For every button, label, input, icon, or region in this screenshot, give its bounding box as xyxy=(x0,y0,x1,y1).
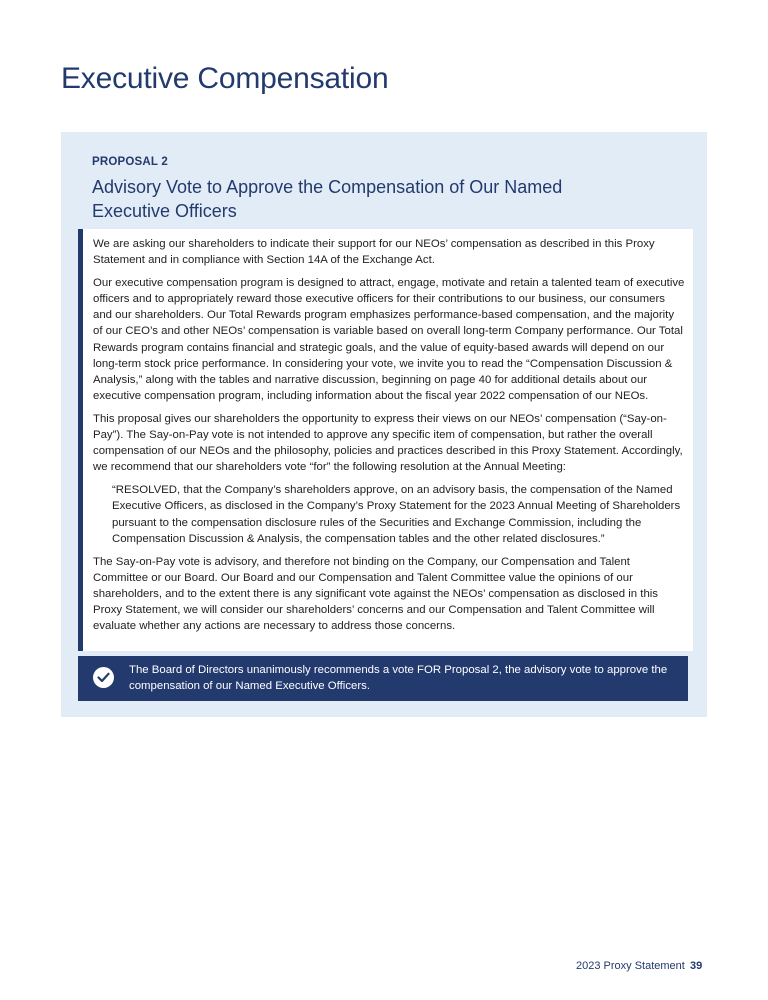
paragraph-program: Our executive compensation program is designed to attract, engage, motivate and retain a talented team of executive officers and to appropriately reward those executive officers for their contributions to our business, our consumers and our shareholders. Our Total Rewards program emphasizes performance-based compensation, and the majority of our CEO’s and other NEOs’ compensation is variable based on overall long-term Company performance. Our Total Rewards program contains financial and strategic goals, and the value of equity-based awards will depend on our long-term stock price performance. In considering your vote, we invite you to read the “Compensation Discussion & Analysis,” along with the tables and narrative discussion, beginning on page 40 for additional details about our executive compensation program, including information about the fiscal year 2022 compensation of our NEOs. xyxy=(93,277,685,402)
footer-label: 2023 Proxy Statement xyxy=(576,960,685,972)
paragraph-say-on-pay: This proposal gives our shareholders the opportunity to express their views on our NEOs’ compensation (“Say-on-Pay”). The Say-on-Pay vote is not intended to approve any specific item of compensation, but rather the overall compensation of our NEOs and the philosophy, policies and practices described in this Proxy Statement. Accordingly, we recommend that our shareholders vote “for” the following resolution at the Annual Meeting: xyxy=(93,412,683,474)
recommendation-text: The Board of Directors unanimously recommends a vote FOR Proposal 2, the advisory vote to approve the compensation of our Named Executive Officers. xyxy=(129,664,668,692)
page-title: Executive Compensation xyxy=(61,62,389,95)
checkmark-icon xyxy=(93,667,114,688)
proposal-panel xyxy=(61,132,707,717)
proposal-title: Advisory Vote to Approve the Compensation of Our Named Executive Officers xyxy=(92,177,563,221)
board-recommendation xyxy=(78,656,688,701)
page-number: 39 xyxy=(690,960,703,972)
proposal-kicker: PROPOSAL 2 xyxy=(92,156,168,168)
paragraph-intro: We are asking our shareholders to indicate their support for our NEOs’ compensation as described in this Proxy Statement and in compliance with Section 14A of the Exchange Act. xyxy=(93,238,655,267)
paragraph-advisory: The Say-on-Pay vote is advisory, and therefore not binding on the Company, our Compensation and Talent Committee or our Board. Our Board and our Compensation and Talent Committee value the opinions of our shareholders, and to the extent there is any significant vote against the NEOs’ compensation as disclosed in this Proxy Statement, we will consider our shareholders’ concerns and our Compensation and Talent Committee will evaluate whether any actions are necessary to address those concerns. xyxy=(93,555,658,633)
proposal-body xyxy=(78,229,693,651)
resolution-quote: “RESOLVED, that the Company’s shareholders approve, on an advisory basis, the compensation of the Named Executive Officers, as disclosed in the Company’s Proxy Statement for the 2023 Annual Meeting of Shareholders pursuant to the compensation disclosure rules of the Securities and Exchange Commission, including the Compensation Discussion & Analysis, the compensation tables and the other related disclosures.” xyxy=(112,484,681,545)
